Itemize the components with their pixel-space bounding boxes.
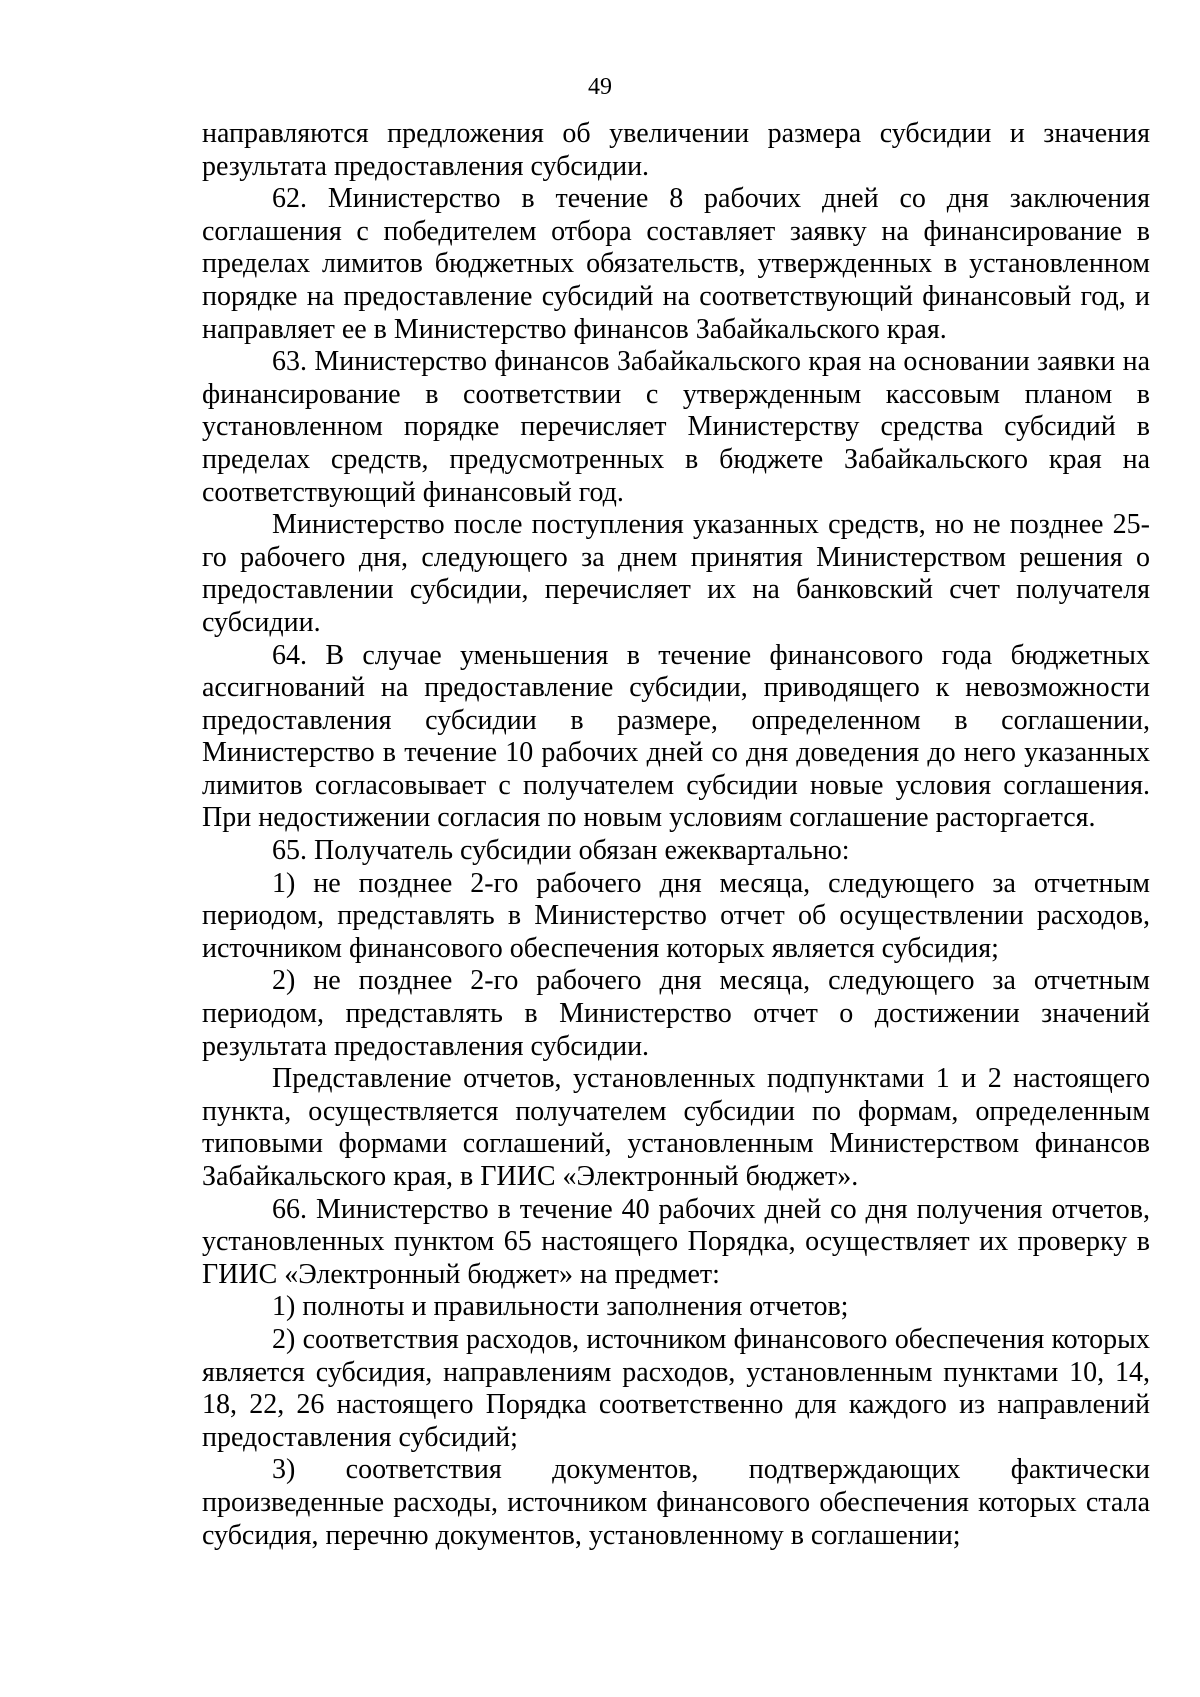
paragraph-64: 64. В случае уменьшения в течение финансового года бюджетных ассигнований на предоставление субсидии, приводящего к невозможности предоставления субсидии в размере, определенном в соглашении, Министерство в течение 10 рабочих дней со дня доведения до него указанных лимитов согласовывает с получателем субсидии новые условия соглашения. При недостижении согласия по новым условиям соглашение расторгается. bbox=[202, 639, 1150, 834]
paragraph-65-item-2: 2) не позднее 2-го рабочего дня месяца, следующего за отчетным периодом, представлять в Министерство отчет о достижении значений результата предоставления субсидии. bbox=[202, 965, 1150, 1062]
paragraph-66-item-2: 2) соответствия расходов, источником финансового обеспечения которых является субсидия, направлениям расходов, установленным пунктами 10, 14, 18, 22, 26 настоящего Порядка соответственно для каждого из направлений предоставления субсидий; bbox=[202, 1323, 1150, 1453]
paragraph-66: 66. Министерство в течение 40 рабочих дней со дня получения отчетов, установленных пунктом 65 настоящего Порядка, осуществляет их проверку в ГИИС «Электронный бюджет» на предмет: bbox=[202, 1193, 1150, 1290]
paragraph-66-item-3: 3) соответствия документов, подтверждающих фактически произведенные расходы, источником финансового обеспечения которых стала субсидия, перечню документов, установленному в соглашении; bbox=[202, 1454, 1150, 1551]
paragraph-63-transfer: Министерство после поступления указанных средств, но не позднее 25-го рабочего дня, следующего за днем принятия Министерством решения о предоставлении субсидии, перечисляет их на банковский счет получателя субсидии. bbox=[202, 509, 1150, 638]
paragraph-65-reports: Представление отчетов, установленных подпунктами 1 и 2 настоящего пункта, осуществляется получателем субсидии по формам, определенным типовыми формами соглашений, установленным Министерством финансов Забайкальского края, в ГИИС «Электронный бюджет». bbox=[202, 1063, 1150, 1192]
paragraph-62: 62. Министерство в течение 8 рабочих дней со дня заключения соглашения с победителем отбора составляет заявку на финансирование в пределах лимитов бюджетных обязательств, утвержденных в установленном порядке на предоставление субсидий на соответствующий финансовый год, и направляет ее в Министерство финансов Забайкальского края. bbox=[202, 183, 1150, 345]
paragraph-65: 65. Получатель субсидии обязан ежеквартально: bbox=[272, 835, 850, 867]
paragraph-continuation: направляются предложения об увеличении размера субсидии и значения результата предоставления субсидии. bbox=[202, 118, 1150, 182]
paragraph-63: 63. Министерство финансов Забайкальского края на основании заявки на финансирование в соответствии с утвержденным кассовым планом в установленном порядке перечисляет Министерству средства субсидий в пределах средств, предусмотренных в бюджете Забайкальского края на соответствующий финансовый год. bbox=[202, 346, 1150, 508]
page-number: 49 bbox=[588, 74, 612, 100]
paragraph-65-item-1: 1) не позднее 2-го рабочего дня месяца, следующего за отчетным периодом, представлять в Министерство отчет об осуществлении расходов, источником финансового обеспечения которых является субсидия; bbox=[202, 867, 1150, 964]
document-body bbox=[202, 118, 1150, 1552]
paragraph-66-item-1: 1) полноты и правильности заполнения отчетов; bbox=[272, 1291, 849, 1323]
